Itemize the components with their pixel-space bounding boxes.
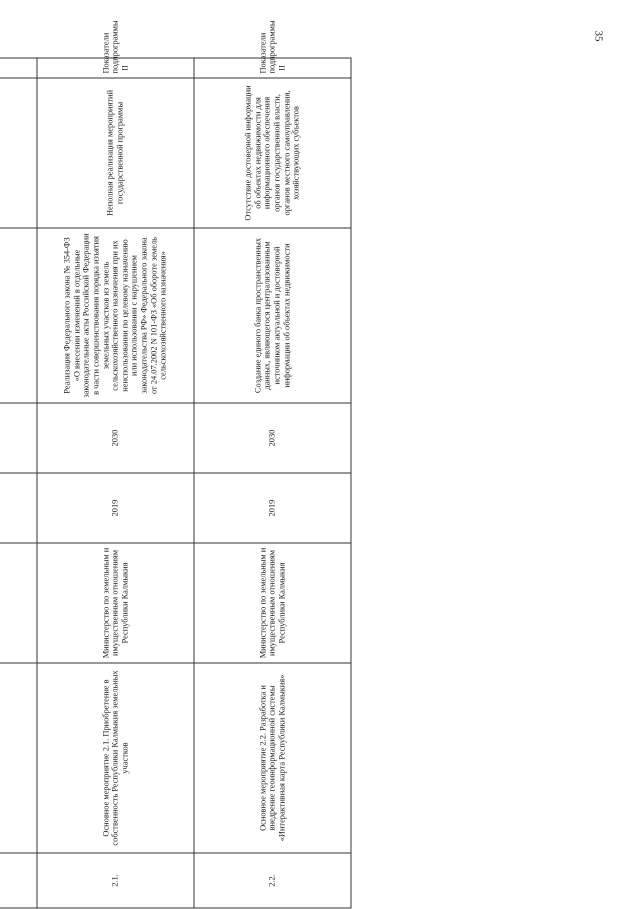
indicator-link: Показатели подпрограммы II	[194, 58, 351, 78]
expected-result: Создание единого банка пространственных данных, являющегося централизованным источником актуальной и достоверной информации об объектах недвижимости	[194, 228, 351, 403]
start-year: 2019	[194, 473, 351, 543]
start-year	[0, 473, 37, 543]
expected-result	[0, 228, 37, 403]
measure-name: Основное мероприятие 2.2. Разработка и внедрение геоинформационной системы «Интерактивная карта Республики Калмыкия»	[194, 663, 351, 853]
row-number	[0, 853, 37, 908]
indicator-link: Показатели подпрограммы II	[37, 58, 194, 78]
end-year: 2030	[194, 403, 351, 473]
program-table	[0, 20, 352, 909]
end-year	[0, 403, 37, 473]
table-row	[0, 58, 37, 908]
indicator-link	[0, 58, 37, 78]
table-row	[194, 58, 351, 908]
row-number: 2.1.	[37, 853, 194, 908]
executor	[0, 543, 37, 663]
executor: Министерство по земельным и имущественным отношениям Республики Калмыкия	[37, 543, 194, 663]
measure-name: Основное мероприятие 2.1. Приобретение в собственность Республики Калмыкия земельных участков	[37, 663, 194, 853]
table-row	[37, 58, 194, 908]
row-number: 2.2.	[194, 853, 351, 908]
start-year: 2019	[37, 473, 194, 543]
expected-result: Реализация Федерального закона № 354-ФЗ «О внесении изменений в отдельные законодательные акты Российской Федерации в части совершенствования порядка изъятия земельных участков из земель сельскохозяйственного назначения при их неиспользовании по целевому назначению или использовании с нарушением законодательства РФ» Федерального закона от 24.07.2002 N 101-ФЗ «Об обороте земель сельскохозяйственного назначения»	[37, 228, 194, 403]
executor: Министерство по земельным и имущественным отношениям Республики Калмыкия	[194, 543, 351, 663]
page-number: 35	[592, 30, 605, 42]
risk-consequence: Неполная реализация мероприятий государственной программы	[37, 78, 194, 228]
risk-consequence: Отсутствие достоверной информации об объектах недвижимости для информационного обеспечения органов государственной власти, органов местного самоуправления, хозяйствующих субъектов	[194, 78, 351, 228]
measure-name	[0, 663, 37, 853]
risk-consequence	[0, 78, 37, 228]
end-year: 2030	[37, 403, 194, 473]
